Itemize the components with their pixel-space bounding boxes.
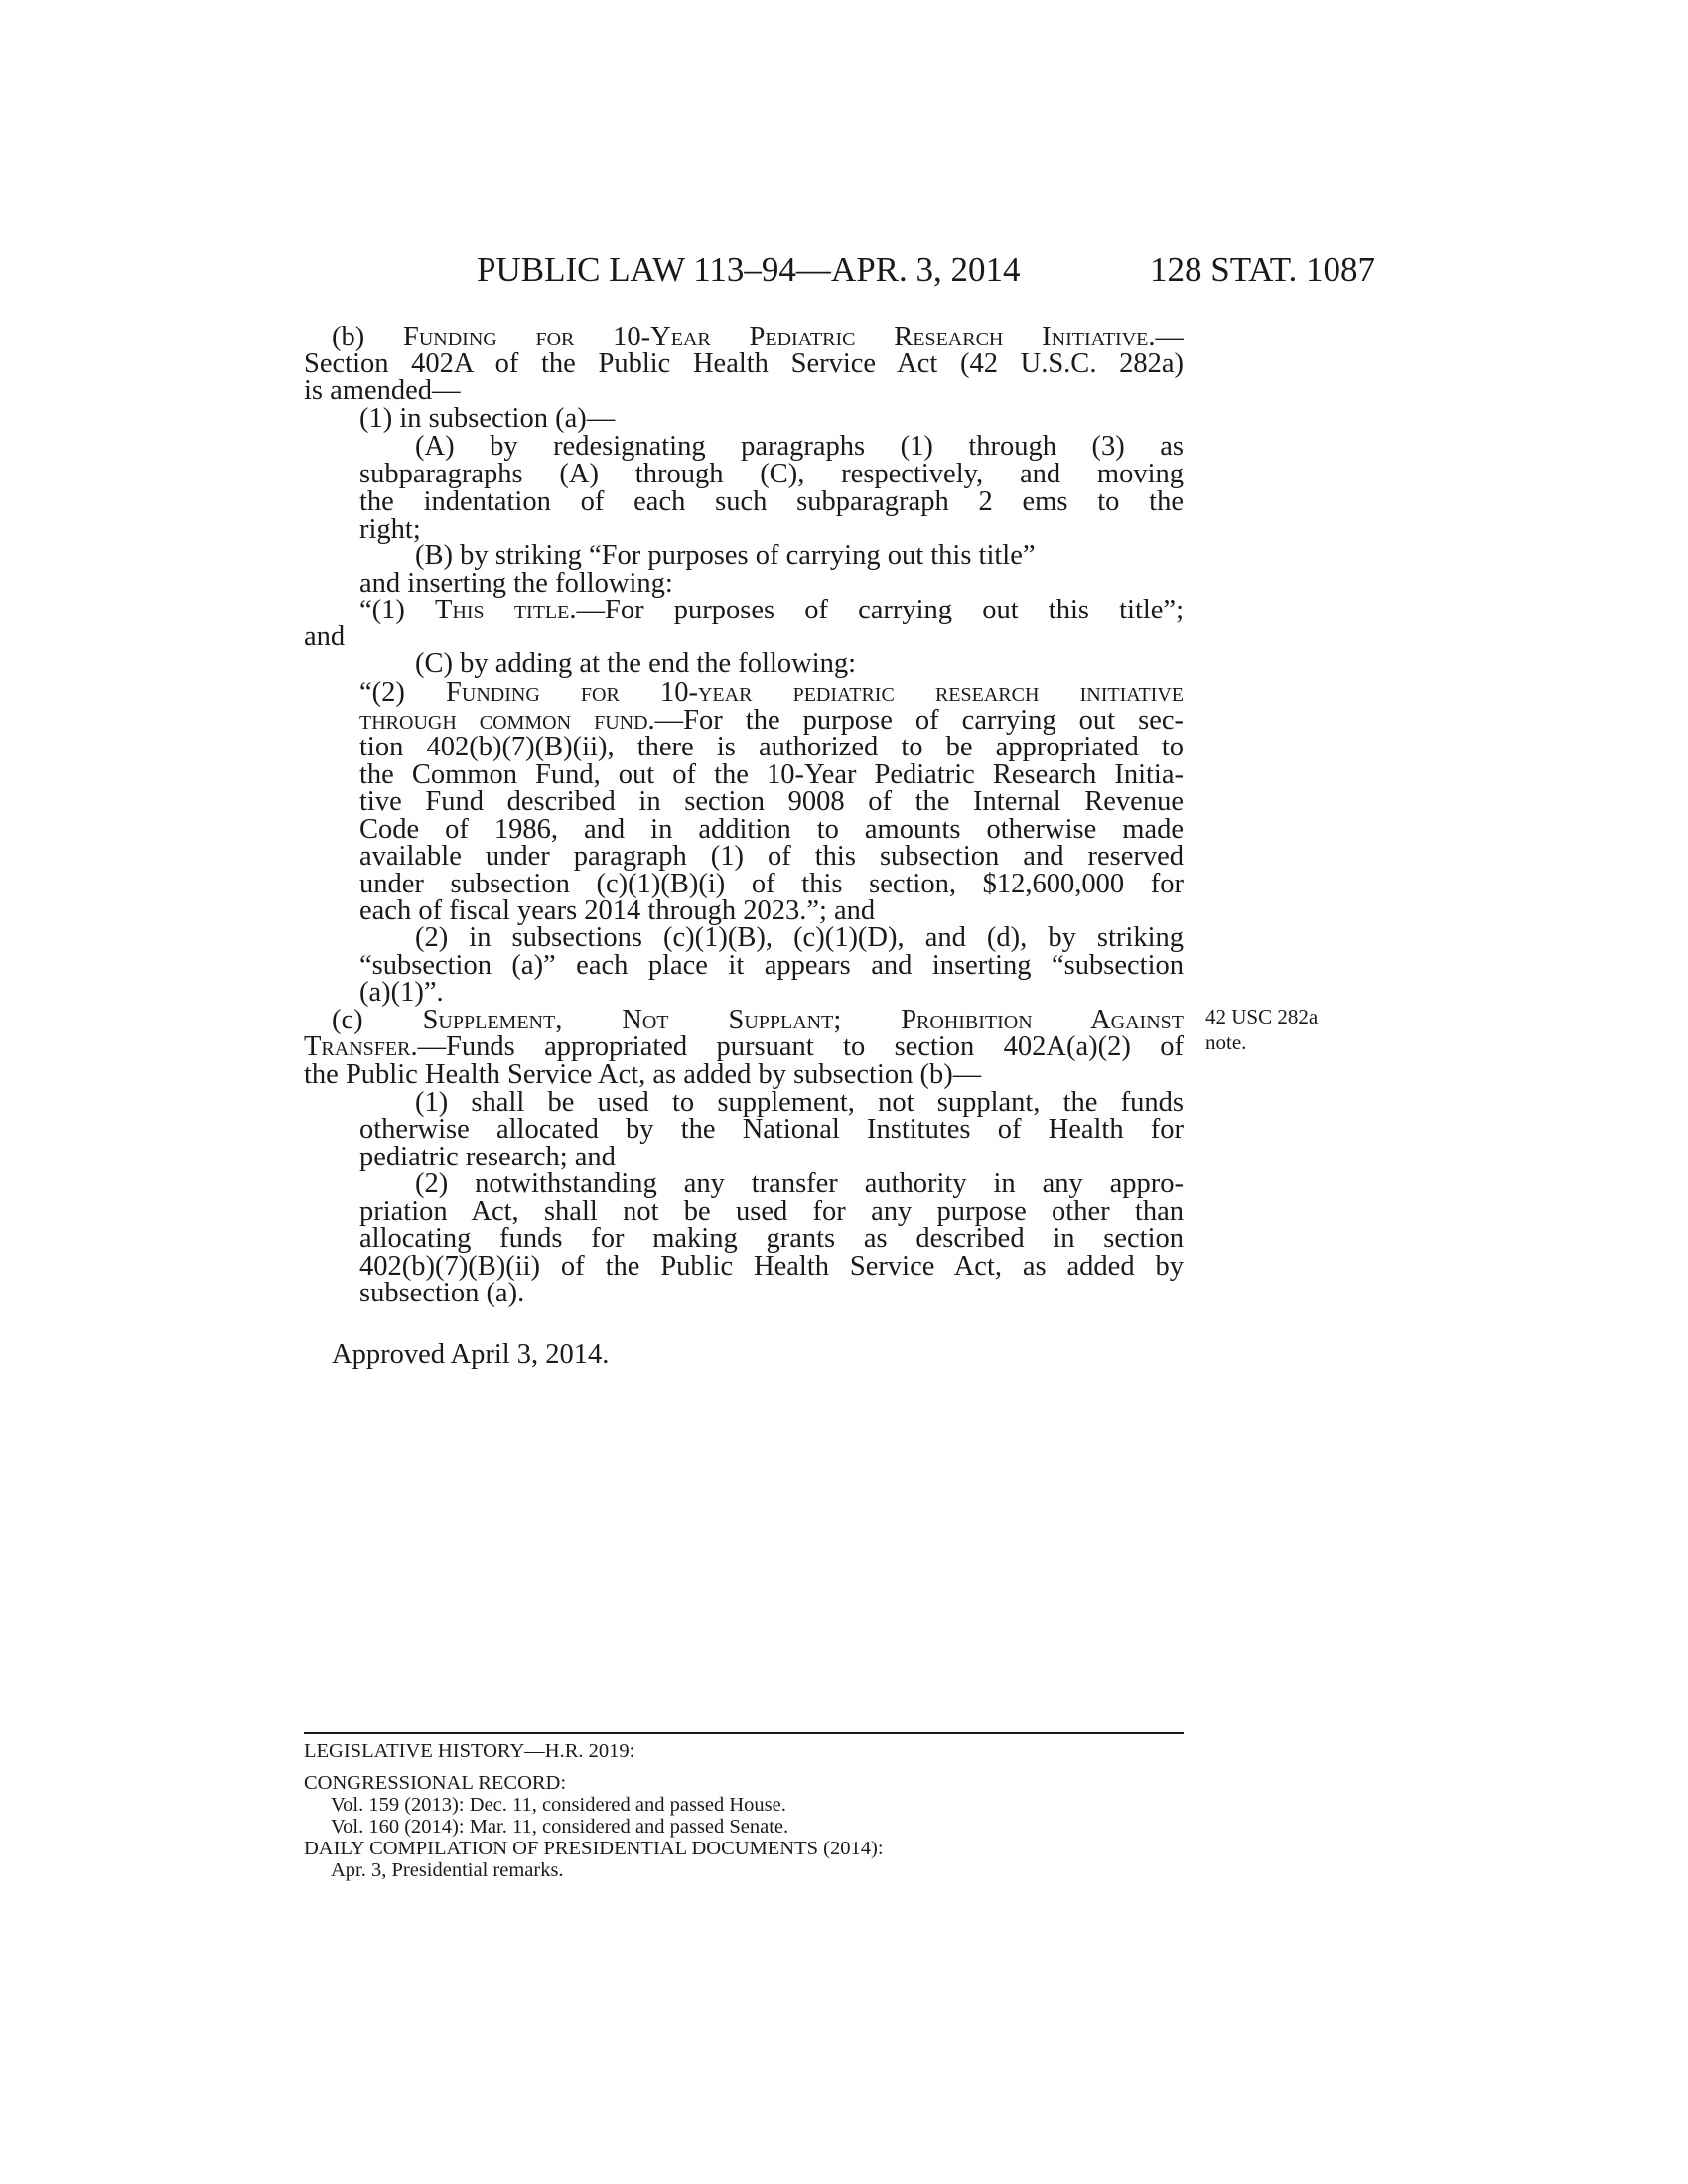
statute-line bbox=[359, 870, 1184, 899]
statute-line bbox=[359, 1279, 1184, 1308]
header-public-law: PUBLIC LAW 113–94—APR. 3, 2014 bbox=[477, 250, 1021, 289]
line-text: (2) notwithstanding any transfer authority in any appro- bbox=[415, 1169, 1184, 1199]
line-text: pediatric research; and bbox=[359, 1143, 616, 1172]
small-caps-heading: This title bbox=[435, 596, 570, 625]
line-text: “(1) bbox=[359, 596, 436, 625]
line-text: .—Funds appropriated pursuant to section 402A(a)(2) of bbox=[410, 1032, 1184, 1062]
statute-line bbox=[415, 432, 1184, 462]
line-text: under subsection (c)(1)(B)(i) of this section, $12,600,000 for bbox=[359, 870, 1184, 899]
statute-line bbox=[359, 733, 1184, 762]
line-text: subparagraphs (A) through (C), respectively, and moving bbox=[359, 460, 1184, 489]
statute-line bbox=[359, 1224, 1184, 1254]
line-text: (1) shall be used to supplement, not supplant, the funds bbox=[415, 1088, 1184, 1118]
small-caps-heading: Supplement, Not Supplant; Prohibition Against bbox=[422, 1006, 1184, 1035]
statute-line bbox=[332, 1006, 1184, 1035]
small-caps-heading: through common fund bbox=[359, 706, 648, 736]
statute-line bbox=[304, 349, 1184, 379]
line-text: (C) by adding at the end the following: bbox=[415, 649, 857, 679]
statute-line bbox=[415, 541, 1184, 571]
statute-line bbox=[359, 760, 1184, 790]
line-text: Code of 1986, and in addition to amounts otherwise made bbox=[359, 815, 1184, 845]
line-text: “subsection (a)” each place it appears and inserting “subsection bbox=[359, 951, 1184, 981]
presidential-documents-item: Apr. 3, Presidential remarks. bbox=[331, 1859, 564, 1881]
line-text: (b) bbox=[332, 323, 403, 352]
line-text: subsection (a). bbox=[359, 1279, 525, 1308]
statute-line bbox=[359, 1143, 1184, 1172]
statute-line bbox=[304, 1032, 1184, 1062]
line-text: (A) by redesignating paragraphs (1) through (3) as bbox=[415, 432, 1184, 462]
line-text: and bbox=[304, 622, 346, 652]
statute-line bbox=[359, 569, 1184, 599]
line-text: Section 402A of the Public Health Service Act (42 U.S.C. 282a) bbox=[304, 349, 1184, 379]
line-text: allocating funds for making grants as described in section bbox=[359, 1224, 1184, 1254]
record-item: Vol. 160 (2014): Mar. 11, considered and passed Senate. bbox=[331, 1816, 789, 1838]
line-text: (1) in subsection (a)— bbox=[359, 404, 616, 434]
legislative-history-title: LEGISLATIVE HISTORY—H.R. 2019: bbox=[304, 1740, 635, 1762]
line-text: right; bbox=[359, 515, 421, 545]
line-text: otherwise allocated by the National Institutes of Health for bbox=[359, 1115, 1184, 1145]
statute-line bbox=[415, 1169, 1184, 1199]
statute-line bbox=[359, 951, 1184, 981]
line-text: (2) in subsections (c)(1)(B), (c)(1)(D), and (d), by striking bbox=[415, 923, 1184, 953]
line-text: .— bbox=[1148, 323, 1184, 352]
line-text: tion 402(b)(7)(B)(ii), there is authorized to be appropriated to bbox=[359, 733, 1184, 762]
presidential-documents-heading: DAILY COMPILATION OF PRESIDENTIAL DOCUMENTS (2014): bbox=[304, 1838, 884, 1859]
statute-line bbox=[415, 923, 1184, 953]
approval-date: Approved April 3, 2014. bbox=[332, 1339, 610, 1370]
statute-line bbox=[332, 323, 1184, 352]
statute-line bbox=[359, 706, 1184, 736]
margin-note-suffix: note. bbox=[1205, 1030, 1247, 1054]
statute-line bbox=[359, 815, 1184, 845]
statute-line bbox=[359, 1252, 1184, 1282]
record-item: Vol. 159 (2013): Dec. 11, considered and passed House. bbox=[331, 1794, 786, 1816]
statute-line bbox=[415, 649, 1184, 679]
statute-line bbox=[359, 1115, 1184, 1145]
statute-line bbox=[304, 1060, 1184, 1090]
line-text: .—For the purpose of carrying out sec- bbox=[647, 706, 1184, 736]
statute-line bbox=[359, 596, 1184, 625]
statute-line bbox=[415, 1088, 1184, 1118]
statute-line bbox=[359, 404, 1184, 434]
statute-line bbox=[359, 787, 1184, 817]
statute-line bbox=[359, 1197, 1184, 1227]
statute-line bbox=[359, 678, 1184, 708]
line-text: the indentation of each such subparagraph 2 ems to the bbox=[359, 487, 1184, 517]
line-text: the Public Health Service Act, as added by subsection (b)— bbox=[304, 1060, 982, 1090]
statute-line bbox=[304, 622, 1184, 652]
legislative-history-rule bbox=[304, 1732, 1184, 1734]
statute-line bbox=[359, 978, 1184, 1008]
statute-line bbox=[359, 896, 1184, 926]
statute-line bbox=[359, 487, 1184, 517]
statute-line bbox=[304, 376, 1184, 406]
header-statute-page: 128 STAT. 1087 bbox=[1150, 250, 1375, 289]
statute-line bbox=[359, 842, 1184, 872]
congressional-record-heading: CONGRESSIONAL RECORD: bbox=[304, 1772, 567, 1794]
line-text: the Common Fund, out of the 10-Year Pediatric Research Initia- bbox=[359, 760, 1184, 790]
line-text: is amended— bbox=[304, 376, 461, 406]
line-text: priation Act, shall not be used for any purpose other than bbox=[359, 1197, 1184, 1227]
small-caps-heading: Funding for 10-year pediatric research initiative bbox=[446, 678, 1184, 708]
line-text: (B) by striking “For purposes of carrying out this title” bbox=[415, 541, 1036, 571]
small-caps-heading: Funding for 10-Year Pediatric Research Initiative bbox=[403, 323, 1149, 352]
line-text: available under paragraph (1) of this subsection and reserved bbox=[359, 842, 1184, 872]
line-text: (a)(1)”. bbox=[359, 978, 444, 1008]
line-text: tive Fund described in section 9008 of the Internal Revenue bbox=[359, 787, 1184, 817]
line-text: 402(b)(7)(B)(ii) of the Public Health Service Act, as added by bbox=[359, 1252, 1184, 1282]
line-text: .—For purposes of carrying out this title”; bbox=[569, 596, 1184, 625]
small-caps-heading: Transfer bbox=[304, 1032, 411, 1062]
margin-note-citation: 42 USC 282a bbox=[1205, 1005, 1319, 1028]
line-text: each of fiscal years 2014 through 2023.”; and bbox=[359, 896, 876, 926]
line-text: and inserting the following: bbox=[359, 569, 673, 599]
line-text: “(2) bbox=[359, 678, 447, 708]
line-text: (c) bbox=[332, 1006, 423, 1035]
statute-line bbox=[359, 460, 1184, 489]
